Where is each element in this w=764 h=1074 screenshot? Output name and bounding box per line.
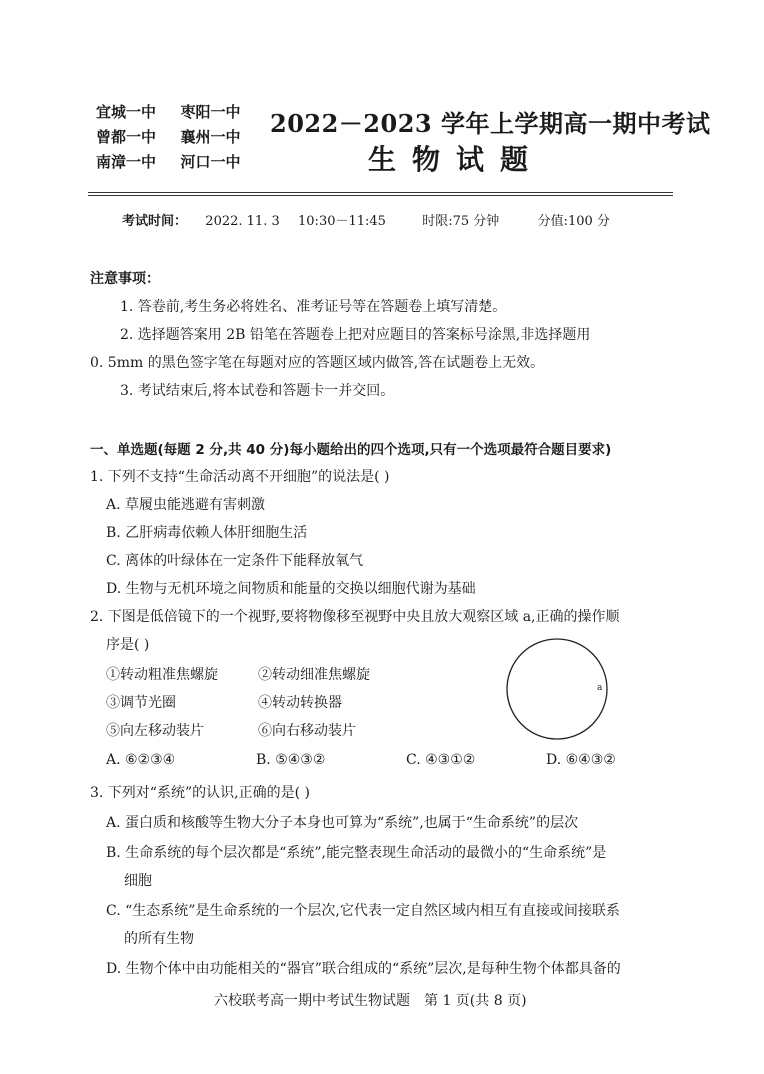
notice-item-2-line-2: 0. 5mm 的黑色签字笔在每题对应的答题区域内做答,答在试题卷上无效。 — [90, 355, 545, 371]
notice-item-1: 1. 答卷前,考生务必将姓名、准考证号等在答题卷上填写清楚。 — [120, 299, 507, 315]
question-3-option-b-line-2: 细胞 — [124, 873, 152, 889]
field-of-view-circle — [507, 639, 607, 739]
notice-item-2-line-1: 2. 选择题答案用 2B 铅笔在答题卷上把对应题目的答案标号涂黑,非选择题用 — [120, 327, 591, 343]
question-1-stem: 1. 下列不支持“生命活动离不开细胞”的说法是( ) — [90, 469, 390, 485]
question-3-option-b-line-1: B. 生命系统的每个层次都是“系统”,能完整表现生命活动的最微小的“生命系统”是 — [106, 845, 607, 861]
microscope-field-of-view-figure — [500, 634, 620, 746]
school-name: 河口一中 — [180, 153, 241, 171]
school-list-row-2 — [96, 130, 241, 145]
exam-subject: 生物试题 — [368, 143, 545, 176]
school-list-row-1 — [96, 105, 241, 120]
header-divider-top — [88, 192, 673, 193]
exam-info — [122, 210, 610, 229]
question-3-option-c-line-1: C. “生态系统”是生命系统的一个层次,它代表一定自然区域内相互有直接或间接联系 — [106, 903, 620, 919]
question-3-option-a: A. 蛋白质和核酸等生物大分子本身也可算为“系统”,也属于“生命系统”的层次 — [106, 815, 579, 831]
question-2-operation-4: ④转动转换器 — [258, 695, 342, 711]
region-a-label: a — [597, 683, 603, 693]
notice-item-3: 3. 考试结束后,将本试卷和答题卡一并交回。 — [120, 383, 395, 399]
section-heading: 一、单选题(每题 2 分,共 40 分)每小题给出的四个选项,只有一个选项最符合题目要求) — [90, 442, 612, 458]
question-2-option-c: C. ④③①② — [406, 752, 476, 768]
question-3-stem: 3. 下列对“系统”的认识,正确的是( ) — [90, 785, 310, 801]
question-1-option-a: A. 草履虫能逃避有害刺激 — [106, 497, 266, 513]
question-2-operation-6: ⑥向右移动装片 — [258, 723, 356, 739]
header-divider-bottom — [88, 195, 673, 196]
exam-date: 2022. 11. 3 — [205, 214, 280, 229]
exam-time-label: 考试时间： — [122, 214, 188, 229]
exam-score: 分值:100 分 — [537, 214, 610, 229]
question-2-operation-5: ⑤向左移动装片 — [106, 723, 204, 739]
question-3-option-d: D. 生物个体中由功能相关的“器官”联合组成的“系统”层次,是每种生物个体都具备的 — [106, 961, 621, 977]
question-2-option-d: D. ⑥④③② — [546, 752, 616, 768]
school-name: 曾都一中 — [96, 128, 157, 146]
notice-heading: 注意事项： — [90, 271, 160, 287]
question-2-operation-2: ②转动细准焦螺旋 — [258, 667, 370, 683]
question-2-option-b: B. ⑤④③② — [256, 752, 326, 768]
page-footer: 六校联考高一期中考试生物试题 第 1 页(共 8 页) — [214, 993, 527, 1009]
school-name: 南漳一中 — [96, 153, 157, 171]
question-2-stem-line-2: 序是( ) — [106, 637, 150, 653]
school-list-row-3 — [96, 155, 241, 170]
question-1-option-b: B. 乙肝病毒依赖人体肝细胞生活 — [106, 525, 308, 541]
exam-time-range: 10:30－11:45 — [298, 214, 386, 229]
question-2-operation-1: ①转动粗准焦螺旋 — [106, 667, 218, 683]
school-name: 枣阳一中 — [180, 103, 241, 121]
exam-title: 2022－2023 学年上学期高一期中考试 — [270, 109, 711, 138]
school-name: 宜城一中 — [96, 103, 157, 121]
question-2-stem-line-1: 2. 下图是低倍镜下的一个视野,要将物像移至视野中央且放大观察区域 a,正确的操作顺 — [90, 609, 620, 625]
question-2-operation-3: ③调节光圈 — [106, 695, 176, 711]
school-name: 襄州一中 — [180, 128, 241, 146]
question-1-option-d: D. 生物与无机环境之间物质和能量的交换以细胞代谢为基础 — [106, 581, 476, 597]
exam-duration: 时限:75 分钟 — [422, 214, 500, 229]
question-3-option-c-line-2: 的所有生物 — [124, 931, 194, 947]
question-2-option-a: A. ⑥②③④ — [106, 752, 176, 768]
question-1-option-c: C. 离体的叶绿体在一定条件下能释放氧气 — [106, 553, 364, 569]
